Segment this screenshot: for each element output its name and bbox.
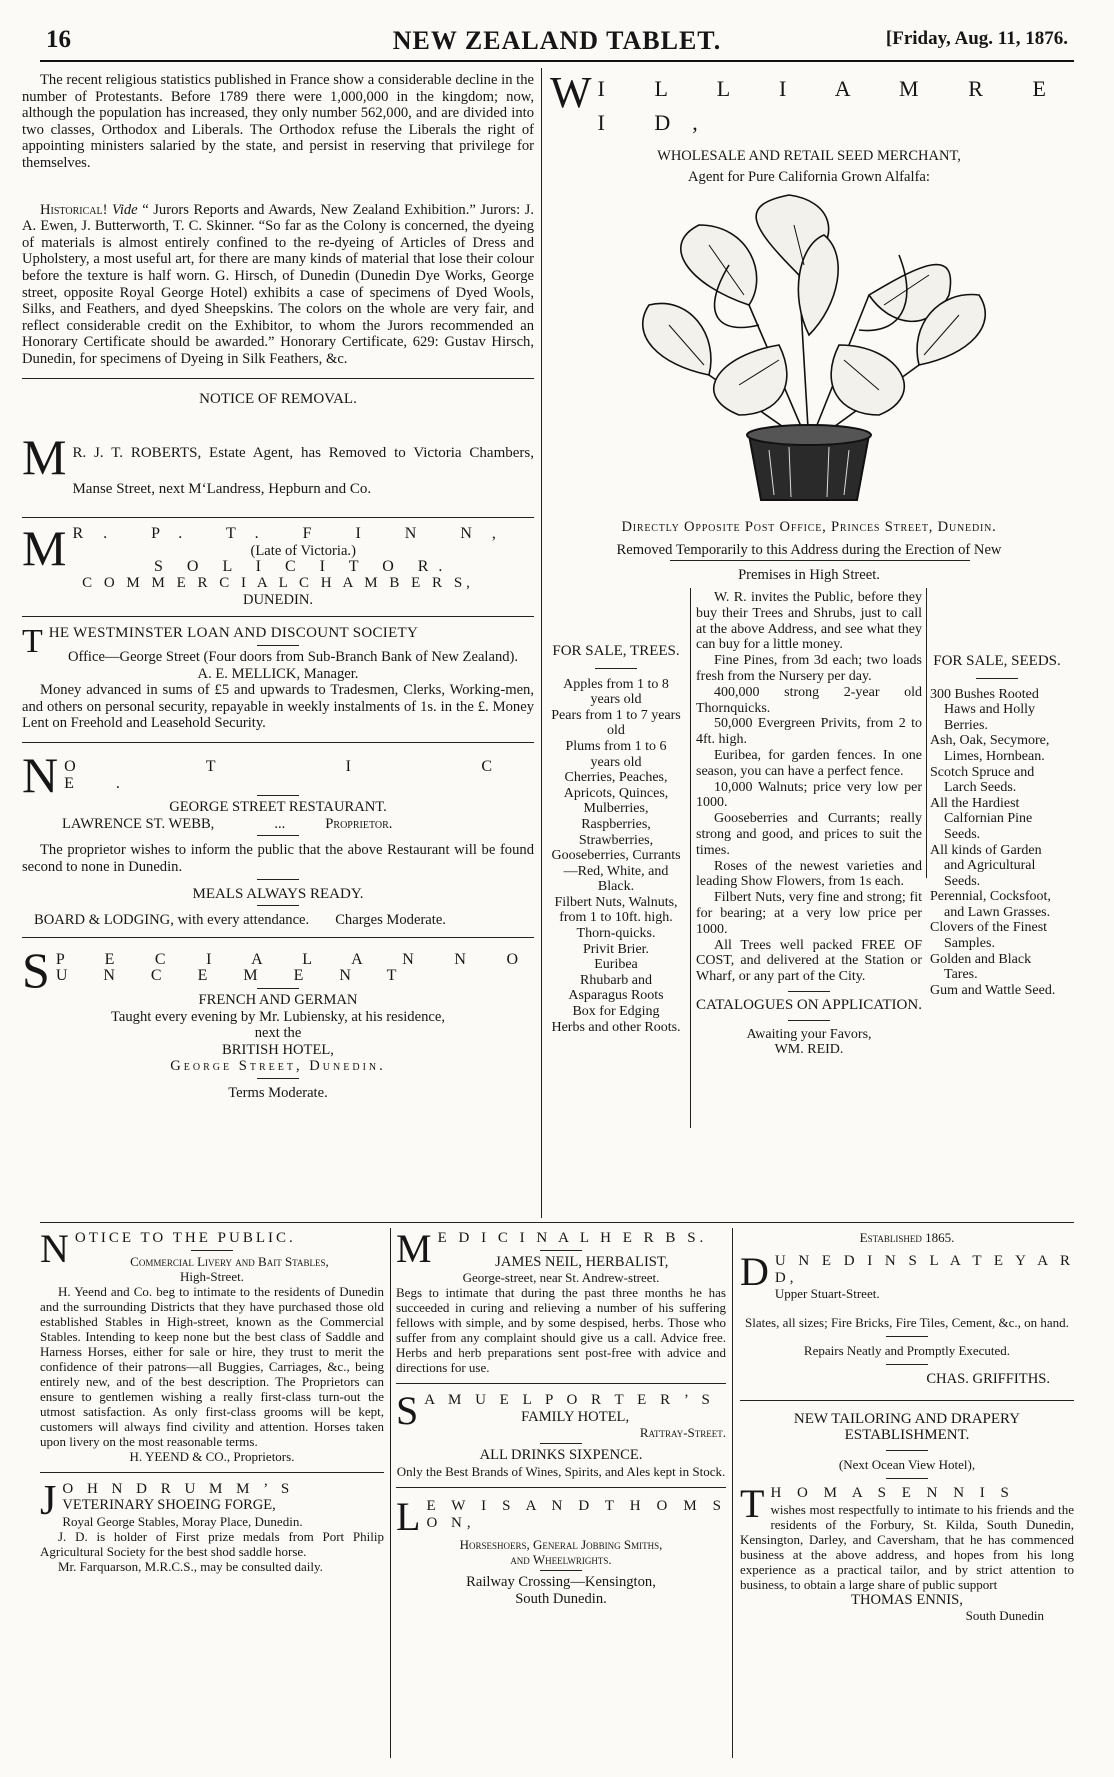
trees-list — [550, 644, 682, 1035]
reid-paragraph: Fine Pines, from 3d each; two loads fresh from the Nursery per day. — [696, 653, 922, 684]
drumm-consult: Mr. Farquarson, M.R.C.S., may be consulted daily. — [58, 1558, 323, 1574]
special-next: next the — [254, 1025, 302, 1042]
historical-article — [22, 202, 534, 368]
finn-late: (Late of Victoria.) — [250, 542, 356, 559]
reid-paragraph: All Trees well packed FREE OF COST, and delivered at the Station or Wharf, or any part of the City. — [696, 937, 922, 985]
porter-street: Rattray-Street. — [639, 1425, 726, 1441]
seed-item: Perennial, Cocksfoot, and Lawn Grasses. — [930, 889, 1051, 920]
restaurant-owner-line — [22, 816, 534, 833]
tree-item: Pears from 1 to 7 years old — [551, 707, 681, 739]
finn-name: R. P. T. F I N N, — [72, 526, 516, 543]
tailor-name: H O M A S E N N I S — [770, 1484, 1015, 1501]
seed-item: 300 Bushes Rooted Haws and Holly Berries. — [930, 686, 1039, 733]
potted-plant-illustration — [599, 185, 1019, 505]
public-body: H. Yeend and Co. beg to intimate to the residents of Dunedin and the surrounding Districts that they have purchased those old established Stables in High-street, known as the Commercial Stables. Intending to keep none but the best class of Saddle and Harness Horses, either for sale or hire, they trust to merit the confidence of their patrons—all Buggies, Carriages, &c., being entirely new, and of the best description. The Proprietors can ensure to gentlemen wishing a really first-class turn-out the utmost satisfaction. As only first-class grooms will be kept, customers will always find civility and attention. Horses taken upon livery on the most reasonable terms. — [40, 1283, 384, 1449]
porter-ad — [396, 1392, 726, 1479]
masthead — [40, 22, 1074, 62]
slate-street: Upper Stuart-Street. — [774, 1286, 880, 1302]
reid-middle-text — [696, 590, 922, 1058]
herbs-name: JAMES NEIL, HERBALIST, — [495, 1253, 669, 1270]
special-street: George Street, Dunedin. — [170, 1058, 386, 1075]
porter-drinks: ALL DRINKS SIXPENCE. — [479, 1447, 643, 1464]
lewis-trade2: and Wheelwrights. — [510, 1552, 612, 1568]
slate-ad — [740, 1253, 1074, 1388]
westminster-title: HE WESTMINSTER LOAN AND DISCOUNT SOCIETY — [48, 625, 419, 642]
special-dropcap: S — [22, 947, 50, 998]
reid-paragraph: Roses of the newest varieties and leading Show Flowers, from 1s each. — [696, 858, 922, 890]
finn-dropcap: M — [22, 526, 67, 577]
historical-vide: Vide — [112, 201, 138, 218]
bottom-left-column — [40, 1230, 384, 1574]
restaurant-ad — [22, 753, 534, 929]
public-street: High-Street. — [180, 1268, 244, 1284]
reid-dropcap: W — [550, 72, 592, 117]
seed-item: Clovers of the Finest Samples. — [930, 920, 1048, 952]
lewis-trade: Horseshoers, General Jobbing Smiths, — [459, 1537, 663, 1553]
special-word: P E C I A L A N N O U N C E M E N T — [55, 950, 534, 985]
restaurant-owner: LAWRENCE ST. WEBB, — [62, 815, 215, 832]
drumm-ad — [40, 1481, 384, 1574]
slate-dropcap: D — [740, 1253, 769, 1294]
herbs-title: E D I C I N A L H E R B S. — [437, 1230, 708, 1246]
special-languages: FRENCH AND GERMAN — [198, 991, 358, 1008]
lewis-name: E W I S A N D T H O M S O N, — [426, 1497, 726, 1531]
seed-item: Scotch Spruce and Larch Seeds. — [930, 764, 1035, 796]
notice-word: O T I C E. — [64, 758, 534, 792]
reid-name: I L L I A M R E I D, — [597, 76, 1068, 135]
reid-paragraph: 400,000 strong 2-year old Thornquicks. — [696, 684, 922, 716]
slate-repairs: Repairs Neatly and Promptly Executed. — [803, 1343, 1011, 1359]
lewis-dropcap: L — [396, 1497, 421, 1539]
tree-item: Euribea — [594, 957, 638, 973]
westminster-office: Office—George Street (Four doors from Sub-Branch Bank of New Zealand). — [67, 649, 519, 666]
special-taught: Taught every evening by Mr. Lubiensky, at his residence, — [110, 1008, 445, 1025]
seeds-list — [930, 654, 1064, 998]
reid-paragraph: Gooseberries and Currants; really strong and good, and prices to suit the times. — [696, 811, 922, 858]
porter-hotel: FAMILY HOTEL, — [521, 1408, 630, 1425]
porter-body: Only the Best Brands of Wines, Spirits, and Ales kept in Stock. — [396, 1463, 726, 1479]
seed-item: Ash, Oak, Secymore, Limes, Hornbean. — [930, 733, 1050, 764]
seed-item: All the Hardiest Calfornian Pine Seeds. — [930, 795, 1033, 842]
finn-address: C O M M E R C I A L C H A M B E R S, — [82, 575, 474, 592]
restaurant-name: GEORGE STREET RESTAURANT. — [169, 799, 387, 816]
reid-awaiting: Awaiting your Favors, — [746, 1026, 872, 1042]
yeend-ad — [40, 1230, 384, 1464]
bottom-middle-column — [396, 1230, 726, 1607]
left-column — [22, 72, 534, 1102]
tailor-sign: THOMAS ENNIS, — [851, 1591, 963, 1608]
porter-dropcap: S — [396, 1392, 419, 1434]
reid-sign: WM. REID. — [774, 1042, 844, 1058]
removal-body: R. J. T. ROBERTS, Estate Agent, has Removed to Victoria Chambers, Manse Street, next M‘Landress, Hepburn and Co. — [72, 445, 534, 498]
restaurant-dots: ... — [274, 815, 286, 832]
charges-text: Charges Moderate. — [335, 912, 446, 929]
column-divider — [541, 68, 542, 1218]
restaurant-body: The proprietor wishes to inform the public that the above Restaurant will be found second to none in Dunedin. — [22, 842, 534, 875]
column-divider — [390, 1228, 391, 1758]
tree-item: Box for Edging — [572, 1004, 660, 1020]
reid-trade: WHOLESALE AND RETAIL SEED MERCHANT, — [657, 148, 961, 164]
public-stables: Commercial Livery and Bait Stables, — [130, 1253, 329, 1269]
ennis-ad — [740, 1411, 1074, 1623]
herbs-ad — [396, 1230, 726, 1375]
porter-name: A M U E L P O R T E R ’ S — [424, 1392, 715, 1409]
herbs-body: Begs to intimate that during the past three months he has succeeded in curing and relieving a number of his suffering fellows with simple, and by some despised, herbs. Those who suffer from any complaint should give us a call. Advice free. Herbs and herb preparations sent post-free with advice and directions for use. — [396, 1285, 726, 1376]
notice-dropcap: N — [22, 753, 59, 804]
tailor-title: NEW TAILORING AND DRAPERY ESTABLISHMENT. — [793, 1410, 1021, 1444]
tailor-body: wishes most respectfully to intimate to his friends and the residents of the Forbury, St. Kilda, South Dunedin, Kensington, Darley, and Caversham, that he has commenced business at the above address, and hopes from his long experience as a practical tailor, and by strict attention to business, to obtain a large share of public support — [740, 1501, 1074, 1592]
issue-date: [Friday, Aug. 11, 1876. — [885, 28, 1068, 49]
reid-paragraph: 10,000 Walnuts; price very low per 1000. — [696, 779, 922, 811]
drumm-title: VETERINARY SHOEING FORGE, — [62, 1497, 276, 1514]
reid-paragraph: Euribea, for garden fences. In one season, you can have a perfect fence. — [696, 747, 922, 779]
tree-item: Rhubarb and Asparagus Roots — [568, 972, 664, 1004]
slate-established: Established 1865. — [859, 1230, 955, 1245]
public-dropcap: N — [40, 1230, 69, 1271]
removal-heading: NOTICE OF REMOVAL. — [199, 390, 357, 407]
reid-removed: Removed Temporarily to this Address during the Erection of New — [616, 541, 1002, 558]
tree-item: Apples from 1 to 8 years old — [563, 676, 669, 708]
tree-item: Cherries, Peaches, Apricots, Quinces, Mulberries, Raspberries, Strawberries, Gooseberries, Currants—Red, White, and Black. — [551, 770, 681, 895]
westminster-body: Money advanced in sums of £5 and upwards to Tradesmen, Clerks, Working-men, and others on personal security, repayable in weekly instalments of 1s. in the £. Money Lent on Freehold and Leasehold Security. — [22, 682, 534, 732]
board-line — [22, 912, 534, 929]
seed-item: All kinds of Garden and Agricultural Seeds. — [930, 842, 1042, 889]
historical-body: “ Jurors Reports and Awards, New Zealand Exhibition.” Jurors: J. A. Ewen, J. Butterworth, T. C. Skinner. “So far as the Colony is concerned, the dyeing of materials is almost entirely confined to the re-dyeing of Articles of Dress and Upholstery, a most useful art, for there are many kinds of material that lose their colour before the texture is half worn. G. Hirsch, of Dunedin (Dunedin Dye Works, George street, opposite Royal George Hotel) exhibits a case of specimens of Dyed Wools, Silks, and Feathers, and dyed Sheepskins. The colors on the whole are very fair, and reflect considerable credit on the Exhibitor, to whom the Jurors recommended an Honorary Certificate should be awarded.” Honorary Certificate, 629: Gustav Hirsch, Dunedin, for specimens of Dyeing in Silk Feathers, &c. — [22, 201, 534, 367]
reid-catalogues: CATALOGUES ON APPLICATION. — [696, 996, 922, 1013]
drumm-body: J. D. is holder of First prize medals from Port Philip Agricultural Society for the best shod saddle horse. — [40, 1528, 384, 1559]
finn-ad — [22, 526, 534, 608]
finn-role: S O L I C I T O R. — [154, 558, 453, 576]
page-number: 16 — [46, 26, 71, 53]
tailor-city: South Dunedin — [965, 1608, 1044, 1624]
slate-sign: CHAS. GRIFFITHS. — [926, 1371, 1050, 1388]
lewis-address: Railway Crossing—Kensington, — [466, 1574, 656, 1591]
reid-opposite: Directly Opposite Post Office, Princes Street, Dunedin. — [621, 519, 997, 536]
tree-item: Filbert Nuts, Walnuts, from 1 to 10ft. high. — [554, 894, 678, 926]
slate-body: Slates, all sizes; Fire Bricks, Fire Tiles, Cement, &c., on hand. — [745, 1315, 1069, 1331]
reid-paragraph: Filbert Nuts, very fine and strong; fit for bearing; at a very low price per 1000. — [696, 890, 922, 937]
newspaper-title: NEW ZEALAND TABLET. — [392, 26, 722, 55]
tailor-next: (Next Ocean View Hotel), — [838, 1456, 976, 1472]
tailor-dropcap: T — [740, 1484, 765, 1526]
meals-line: MEALS ALWAYS READY. — [192, 885, 364, 902]
tree-item: Thorn-quicks. — [576, 926, 656, 942]
reid-premises: Premises in High Street. — [738, 567, 880, 584]
herbs-dropcap: M — [396, 1230, 432, 1271]
slate-name: U N E D I N S L A T E Y A R D, — [774, 1253, 1074, 1286]
historical-lead: Historical! — [40, 201, 112, 218]
herbs-street: George-street, near St. Andrew-street. — [462, 1270, 660, 1286]
westminster-ad — [22, 625, 534, 732]
public-title: OTICE TO THE PUBLIC. — [74, 1230, 296, 1246]
trees-heading: FOR SALE, TREES. — [552, 642, 680, 659]
drumm-address: Royal George Stables, Moray Place, Dunedin. — [62, 1513, 303, 1529]
section-divider — [40, 1222, 1074, 1223]
board-text: BOARD & LODGING, with every attendance. — [34, 912, 310, 929]
seed-item: Golden and Black Tares. — [930, 951, 1032, 983]
drumm-dropcap: J — [40, 1480, 57, 1524]
special-hotel: BRITISH HOTEL, — [222, 1041, 334, 1058]
lewis-ad — [396, 1498, 726, 1607]
lewis-city: South Dunedin. — [515, 1590, 607, 1607]
tree-item: Privit Brier. — [582, 941, 650, 957]
special-announcement — [22, 948, 534, 1102]
reid-agent: Agent for Pure California Grown Alfalfa: — [688, 168, 930, 185]
tree-item: Plums from 1 to 6 years old — [565, 738, 667, 770]
removal-notice — [22, 435, 534, 507]
seeds-heading: FOR SALE, SEEDS. — [933, 652, 1061, 669]
public-sign: H. YEEND & CO., Proprietors. — [129, 1448, 295, 1464]
reid-paragraph: 50,000 Evergreen Privits, from 2 to 4ft. high. — [696, 716, 922, 748]
special-terms: Terms Moderate. — [228, 1084, 328, 1101]
restaurant-role: Proprietor. — [325, 815, 393, 832]
tree-item: Herbs and other Roots. — [551, 1019, 681, 1035]
column-divider — [732, 1228, 733, 1758]
bottom-right-column — [740, 1230, 1074, 1623]
statistics-article: The recent religious statistics published in France show a considerable decline in the number of Protestants. Before 1789 there were 1,000,000 in the kingdom; now, although the population has increased, they only number 562,000, and are divided into two classes, Orthodox and Liberals. The Orthodox refuse the Liberals the right of appointing ministers salaried by the state, and persist in reserving that privilege for themselves. — [22, 72, 534, 171]
westminster-manager: A. E. MELLICK, Manager. — [197, 665, 359, 682]
reid-paragraph: W. R. invites the Public, before they buy their Trees and Shrubs, just to call at the above Address, and see what they can buy for a little money. — [696, 589, 922, 653]
drumm-name: O H N D R U M M ’ S — [62, 1480, 295, 1497]
removal-dropcap: M — [22, 435, 67, 486]
finn-city: DUNEDIN. — [242, 591, 314, 608]
reid-ad — [550, 72, 1068, 1148]
westminster-dropcap: T — [22, 625, 43, 661]
seed-item: Gum and Wattle Seed. — [930, 982, 1056, 998]
